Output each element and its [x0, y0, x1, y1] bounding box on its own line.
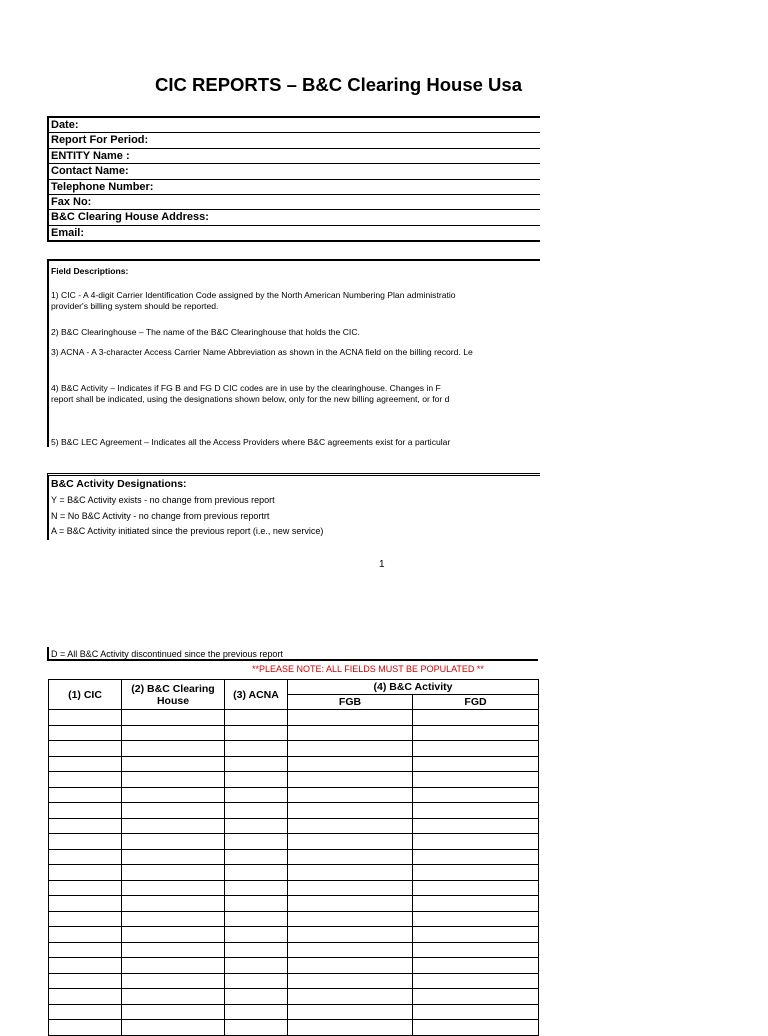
field-descriptions-block [47, 259, 540, 447]
col-header-bc-activity: (4) B&C Activity [288, 680, 539, 695]
clearing-house-cell[interactable] [122, 725, 225, 741]
field-desc-5: 5) B&C LEC Agreement – Indicates all the Access Providers where B&C agreements exist for a particular [51, 437, 451, 447]
info-field-address: B&C Clearing House Address: [49, 210, 540, 225]
cic-cell[interactable] [49, 803, 122, 819]
page-number: 1 [379, 559, 385, 570]
designation-a: A = B&C Activity initiated since the previous report (i.e., new service) [51, 526, 324, 536]
fgd-cell[interactable] [413, 849, 539, 865]
fgd-cell[interactable] [413, 865, 539, 881]
clearing-house-cell[interactable] [122, 927, 225, 943]
fgb-cell[interactable] [288, 942, 413, 958]
info-field-telephone: Telephone Number: [49, 180, 540, 195]
cic-cell[interactable] [49, 958, 122, 974]
cic-cell[interactable] [49, 741, 122, 757]
cic-cell[interactable] [49, 787, 122, 803]
table-row [49, 756, 539, 772]
field-desc-4-line2: report shall be indicated, using the designations shown below, only for the new billing agreement, or for d [51, 394, 450, 404]
table-row [49, 880, 539, 896]
table-row [49, 896, 539, 912]
clearing-house-cell[interactable] [122, 1020, 225, 1036]
acna-cell[interactable] [225, 849, 288, 865]
fgb-cell[interactable] [288, 803, 413, 819]
table-row [49, 834, 539, 850]
field-descriptions-heading: Field Descriptions: [51, 266, 129, 276]
field-desc-3: 3) ACNA - A 3-character Access Carrier Name Abbreviation as shown in the ACNA field on the billing record. Le [51, 347, 473, 357]
designation-d: D = All B&C Activity discontinued since the previous report [47, 647, 538, 661]
col-header-acna: (3) ACNA [225, 680, 288, 710]
fgd-cell[interactable] [413, 803, 539, 819]
info-field-email: Email: [51, 226, 85, 239]
populate-note: **PLEASE NOTE: ALL FIELDS MUST BE POPULATED ** [252, 664, 484, 674]
cic-cell[interactable] [49, 880, 122, 896]
acna-cell[interactable] [225, 958, 288, 974]
fgd-cell[interactable] [413, 725, 539, 741]
table-row [49, 803, 539, 819]
clearing-house-cell[interactable] [122, 880, 225, 896]
acna-cell[interactable] [225, 1020, 288, 1036]
clearing-house-cell[interactable] [122, 710, 225, 726]
fgd-cell[interactable] [413, 772, 539, 788]
cic-cell[interactable] [49, 989, 122, 1005]
table-row [49, 989, 539, 1005]
clearing-house-cell[interactable] [122, 896, 225, 912]
table-row [49, 973, 539, 989]
fgd-cell[interactable] [413, 942, 539, 958]
fgb-cell[interactable] [288, 710, 413, 726]
acna-cell[interactable] [225, 865, 288, 881]
fgb-cell[interactable] [288, 756, 413, 772]
fgd-cell[interactable] [413, 834, 539, 850]
acna-cell[interactable] [225, 710, 288, 726]
fgb-cell[interactable] [288, 911, 413, 927]
clearing-house-cell[interactable] [122, 911, 225, 927]
cic-cell[interactable] [49, 1004, 122, 1020]
info-field-fax: Fax No: [49, 195, 540, 210]
cic-cell[interactable] [49, 725, 122, 741]
cic-cell[interactable] [49, 818, 122, 834]
info-field-entity-name: ENTITY Name : [49, 149, 540, 164]
fgb-cell[interactable] [288, 927, 413, 943]
acna-cell[interactable] [225, 803, 288, 819]
fgd-cell[interactable] [413, 896, 539, 912]
fgd-cell[interactable] [413, 756, 539, 772]
fgb-cell[interactable] [288, 818, 413, 834]
fgb-cell[interactable] [288, 896, 413, 912]
table-row [49, 849, 539, 865]
fgd-cell[interactable] [413, 741, 539, 757]
cic-cell[interactable] [49, 849, 122, 865]
fgd-cell[interactable] [413, 911, 539, 927]
clearing-house-cell[interactable] [122, 865, 225, 881]
clearing-house-cell[interactable] [122, 803, 225, 819]
acna-cell[interactable] [225, 741, 288, 757]
designations-heading: B&C Activity Designations: [51, 478, 187, 490]
clearing-house-cell[interactable] [122, 787, 225, 803]
fgd-cell[interactable] [413, 989, 539, 1005]
page-title: CIC REPORTS – B&C Clearing House Usa [155, 74, 522, 95]
acna-cell[interactable] [225, 942, 288, 958]
col-header-cic: (1) CIC [49, 680, 122, 710]
field-desc-1-line2: provider's billing system should be reported. [51, 301, 219, 311]
acna-cell[interactable] [225, 725, 288, 741]
entity-info-block [47, 116, 540, 242]
clearing-house-cell[interactable] [122, 772, 225, 788]
fgb-cell[interactable] [288, 1020, 413, 1036]
cic-cell[interactable] [49, 942, 122, 958]
info-field-date: Date: [49, 118, 540, 133]
table-row [49, 911, 539, 927]
table-row [49, 927, 539, 943]
fgb-cell[interactable] [288, 880, 413, 896]
fgd-cell[interactable] [413, 710, 539, 726]
table-row [49, 865, 539, 881]
cic-cell[interactable] [49, 772, 122, 788]
table-row [49, 787, 539, 803]
table-row [49, 942, 539, 958]
cic-cell[interactable] [49, 911, 122, 927]
cic-cell[interactable] [49, 756, 122, 772]
cic-cell[interactable] [49, 710, 122, 726]
acna-cell[interactable] [225, 787, 288, 803]
col-header-fgb: FGB [288, 695, 413, 710]
acna-cell[interactable] [225, 834, 288, 850]
acna-cell[interactable] [225, 927, 288, 943]
col-header-fgd: FGD [413, 695, 539, 710]
designations-block [47, 473, 540, 540]
field-desc-2: 2) B&C Clearinghouse – The name of the B&C Clearinghouse that holds the CIC. [51, 327, 360, 337]
fgb-cell[interactable] [288, 865, 413, 881]
info-field-contact-name: Contact Name: [49, 164, 540, 179]
clearing-house-cell[interactable] [122, 942, 225, 958]
clearing-house-cell[interactable] [122, 958, 225, 974]
acna-cell[interactable] [225, 896, 288, 912]
fgb-cell[interactable] [288, 849, 413, 865]
clearing-house-cell[interactable] [122, 849, 225, 865]
fgb-cell[interactable] [288, 958, 413, 974]
field-desc-1-line1: 1) CIC - A 4-digit Carrier Identification Code assigned by the North American Numbering Plan administratio [51, 290, 456, 300]
fgd-cell[interactable] [413, 973, 539, 989]
acna-cell[interactable] [225, 772, 288, 788]
table-row [49, 710, 539, 726]
fgb-cell[interactable] [288, 973, 413, 989]
acna-cell[interactable] [225, 818, 288, 834]
fgd-cell[interactable] [413, 958, 539, 974]
acna-cell[interactable] [225, 756, 288, 772]
fgd-cell[interactable] [413, 927, 539, 943]
col-header-clearing-house: (2) B&C Clearing House [122, 680, 225, 710]
table-row [49, 725, 539, 741]
table-row [49, 741, 539, 757]
fgd-cell[interactable] [413, 787, 539, 803]
field-desc-4-line1: 4) B&C Activity – Indicates if FG B and FG D CIC codes are in use by the clearinghouse. Changes in F [51, 383, 441, 393]
table-row [49, 1004, 539, 1020]
fgd-cell[interactable] [413, 1020, 539, 1036]
fgd-cell[interactable] [413, 818, 539, 834]
designation-n: N = No B&C Activity - no change from previous reportrt [51, 511, 270, 521]
clearing-house-cell[interactable] [122, 834, 225, 850]
cic-cell[interactable] [49, 834, 122, 850]
cic-cell[interactable] [49, 896, 122, 912]
acna-cell[interactable] [225, 880, 288, 896]
fgd-cell[interactable] [413, 880, 539, 896]
clearing-house-cell[interactable] [122, 756, 225, 772]
info-field-report-period: Report For Period: [49, 133, 540, 148]
acna-cell[interactable] [225, 989, 288, 1005]
fgb-cell[interactable] [288, 989, 413, 1005]
clearing-house-cell[interactable] [122, 741, 225, 757]
table-row [49, 958, 539, 974]
cic-cell[interactable] [49, 865, 122, 881]
cic-cell[interactable] [49, 1020, 122, 1036]
clearing-house-cell[interactable] [122, 818, 225, 834]
table-row [49, 818, 539, 834]
clearing-house-cell[interactable] [122, 1004, 225, 1020]
cic-cell[interactable] [49, 973, 122, 989]
fgb-cell[interactable] [288, 787, 413, 803]
acna-cell[interactable] [225, 973, 288, 989]
acna-cell[interactable] [225, 1004, 288, 1020]
designation-y: Y = B&C Activity exists - no change from previous report [51, 495, 275, 505]
fgb-cell[interactable] [288, 1004, 413, 1020]
cic-cell[interactable] [49, 927, 122, 943]
table-row [49, 1020, 539, 1036]
clearing-house-cell[interactable] [122, 973, 225, 989]
fgd-cell[interactable] [413, 1004, 539, 1020]
fgb-cell[interactable] [288, 741, 413, 757]
clearing-house-cell[interactable] [122, 989, 225, 1005]
table-row [49, 772, 539, 788]
fgb-cell[interactable] [288, 725, 413, 741]
fgb-cell[interactable] [288, 772, 413, 788]
acna-cell[interactable] [225, 911, 288, 927]
cic-report-table [48, 679, 539, 1036]
fgb-cell[interactable] [288, 834, 413, 850]
